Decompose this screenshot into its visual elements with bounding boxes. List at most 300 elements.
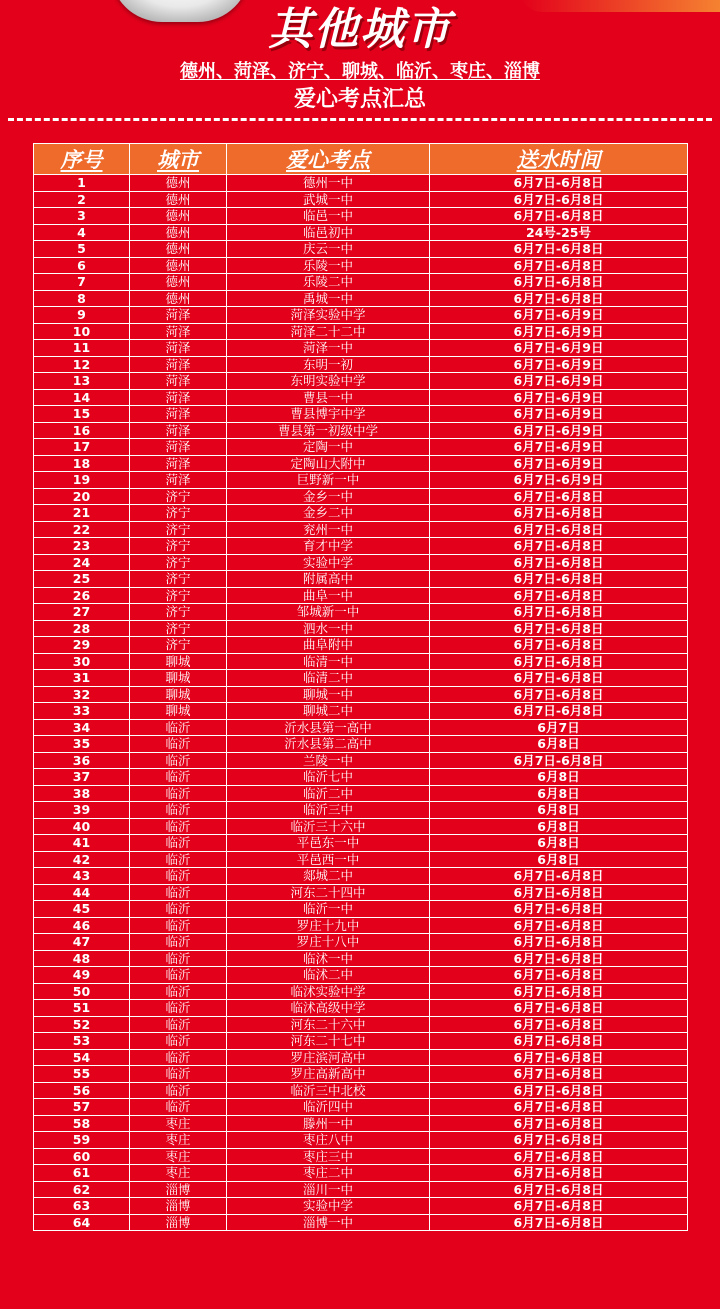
table-row — [34, 373, 688, 390]
table-row — [34, 290, 688, 307]
cell-index: 33 — [34, 703, 130, 720]
table-row — [34, 1066, 688, 1083]
cell-exam-site: 金乡一中 — [227, 488, 430, 505]
cell-water-time: 6月7日-6月8日 — [430, 208, 688, 225]
cell-index: 12 — [34, 356, 130, 373]
cell-city: 淄博 — [130, 1181, 227, 1198]
cell-exam-site: 菏泽一中 — [227, 340, 430, 357]
cell-index: 36 — [34, 752, 130, 769]
cell-exam-site: 枣庄二中 — [227, 1165, 430, 1182]
cell-water-time: 6月7日-6月8日 — [430, 505, 688, 522]
table-row — [34, 719, 688, 736]
cell-city: 枣庄 — [130, 1165, 227, 1182]
table-row — [34, 884, 688, 901]
cell-water-time: 6月7日-6月8日 — [430, 752, 688, 769]
cell-city: 菏泽 — [130, 439, 227, 456]
table-header-row — [34, 144, 688, 175]
cell-water-time: 6月7日-6月8日 — [430, 1115, 688, 1132]
table-row — [34, 1099, 688, 1116]
cell-exam-site: 兰陵一中 — [227, 752, 430, 769]
cell-water-time: 6月7日-6月8日 — [430, 290, 688, 307]
cell-exam-site: 沂水县第一高中 — [227, 719, 430, 736]
cell-index: 24 — [34, 554, 130, 571]
cell-city: 菏泽 — [130, 373, 227, 390]
cell-exam-site: 东明实验中学 — [227, 373, 430, 390]
cell-water-time: 6月7日-6月8日 — [430, 175, 688, 192]
table-row — [34, 653, 688, 670]
table-row — [34, 257, 688, 274]
table-row — [34, 587, 688, 604]
cell-water-time: 6月7日-6月8日 — [430, 488, 688, 505]
cell-index: 49 — [34, 967, 130, 984]
cell-city: 菏泽 — [130, 406, 227, 423]
table-row — [34, 917, 688, 934]
cell-water-time: 6月7日-6月9日 — [430, 422, 688, 439]
table-row — [34, 1016, 688, 1033]
table-row — [34, 752, 688, 769]
cell-city: 聊城 — [130, 670, 227, 687]
cell-city: 临沂 — [130, 1049, 227, 1066]
cell-exam-site: 附属高中 — [227, 571, 430, 588]
column-header-exam-site: 爱心考点 — [227, 144, 430, 175]
table-row — [34, 818, 688, 835]
cell-city: 临沂 — [130, 1099, 227, 1116]
cell-index: 4 — [34, 224, 130, 241]
table-row — [34, 802, 688, 819]
cell-index: 1 — [34, 175, 130, 192]
cell-city: 济宁 — [130, 538, 227, 555]
cell-index: 30 — [34, 653, 130, 670]
cell-water-time: 6月7日-6月9日 — [430, 439, 688, 456]
cell-exam-site: 德州一中 — [227, 175, 430, 192]
cell-city: 临沂 — [130, 950, 227, 967]
cell-water-time: 6月7日-6月8日 — [430, 703, 688, 720]
cell-exam-site: 临沭一中 — [227, 950, 430, 967]
cell-exam-site: 临沭二中 — [227, 967, 430, 984]
cell-water-time: 6月7日-6月8日 — [430, 587, 688, 604]
table-row — [34, 323, 688, 340]
cell-city: 菏泽 — [130, 356, 227, 373]
cell-index: 3 — [34, 208, 130, 225]
cell-city: 临沂 — [130, 835, 227, 852]
cell-city: 临沂 — [130, 818, 227, 835]
cell-index: 58 — [34, 1115, 130, 1132]
cell-city: 聊城 — [130, 653, 227, 670]
table-row — [34, 521, 688, 538]
cell-city: 济宁 — [130, 571, 227, 588]
cell-water-time: 6月7日-6月9日 — [430, 373, 688, 390]
table-row — [34, 769, 688, 786]
cell-city: 德州 — [130, 241, 227, 258]
table-row — [34, 983, 688, 1000]
cell-exam-site: 罗庄十九中 — [227, 917, 430, 934]
cell-exam-site: 禹城一中 — [227, 290, 430, 307]
table-row — [34, 785, 688, 802]
table-row — [34, 224, 688, 241]
cell-city: 临沂 — [130, 868, 227, 885]
cell-exam-site: 庆云一中 — [227, 241, 430, 258]
cell-city: 临沂 — [130, 1016, 227, 1033]
cell-water-time: 6月7日-6月9日 — [430, 455, 688, 472]
cell-water-time: 6月7日-6月8日 — [430, 901, 688, 918]
table-row — [34, 1214, 688, 1231]
cell-city: 菏泽 — [130, 323, 227, 340]
table-row — [34, 934, 688, 951]
cell-city: 聊城 — [130, 703, 227, 720]
table-row — [34, 1165, 688, 1182]
table-row — [34, 208, 688, 225]
cell-index: 8 — [34, 290, 130, 307]
table-row — [34, 422, 688, 439]
cell-water-time: 6月7日-6月8日 — [430, 1066, 688, 1083]
cell-city: 济宁 — [130, 488, 227, 505]
exam-sites-table — [33, 143, 688, 1231]
cell-water-time: 6月7日-6月9日 — [430, 340, 688, 357]
cell-water-time: 6月7日-6月8日 — [430, 1132, 688, 1149]
cell-water-time: 6月7日-6月8日 — [430, 653, 688, 670]
cell-city: 临沂 — [130, 719, 227, 736]
cell-exam-site: 实验中学 — [227, 1198, 430, 1215]
cell-index: 25 — [34, 571, 130, 588]
dashed-divider — [8, 118, 712, 121]
cell-index: 40 — [34, 818, 130, 835]
cell-water-time: 6月7日-6月8日 — [430, 1214, 688, 1231]
cell-index: 35 — [34, 736, 130, 753]
cell-water-time: 6月7日-6月9日 — [430, 389, 688, 406]
table-row — [34, 175, 688, 192]
cell-city: 临沂 — [130, 752, 227, 769]
cell-index: 43 — [34, 868, 130, 885]
table-row — [34, 340, 688, 357]
cell-city: 临沂 — [130, 1000, 227, 1017]
cell-city: 德州 — [130, 290, 227, 307]
cell-index: 13 — [34, 373, 130, 390]
table-row — [34, 356, 688, 373]
cell-exam-site: 菏泽二十二中 — [227, 323, 430, 340]
cell-index: 16 — [34, 422, 130, 439]
table-row — [34, 670, 688, 687]
cell-water-time: 6月7日-6月8日 — [430, 1049, 688, 1066]
cell-exam-site: 曲阜一中 — [227, 587, 430, 604]
cell-city: 菏泽 — [130, 455, 227, 472]
cell-index: 14 — [34, 389, 130, 406]
cell-city: 济宁 — [130, 554, 227, 571]
table-row — [34, 1181, 688, 1198]
cell-exam-site: 实验中学 — [227, 554, 430, 571]
cell-exam-site: 邹城新一中 — [227, 604, 430, 621]
cell-exam-site: 乐陵一中 — [227, 257, 430, 274]
cell-city: 淄博 — [130, 1214, 227, 1231]
cell-water-time: 6月7日-6月8日 — [430, 884, 688, 901]
cell-index: 61 — [34, 1165, 130, 1182]
cell-water-time: 24号-25号 — [430, 224, 688, 241]
table-row — [34, 389, 688, 406]
table-row — [34, 901, 688, 918]
cell-water-time: 6月8日 — [430, 736, 688, 753]
cell-index: 34 — [34, 719, 130, 736]
cell-exam-site: 曹县第一初级中学 — [227, 422, 430, 439]
cell-index: 37 — [34, 769, 130, 786]
cell-city: 临沂 — [130, 1066, 227, 1083]
cell-index: 42 — [34, 851, 130, 868]
cell-exam-site: 临沭实验中学 — [227, 983, 430, 1000]
column-header-city: 城市 — [130, 144, 227, 175]
summary-subtitle: 爱心考点汇总 — [293, 87, 426, 112]
cell-city: 德州 — [130, 191, 227, 208]
table-row — [34, 488, 688, 505]
cell-city: 临沂 — [130, 769, 227, 786]
cell-exam-site: 滕州一中 — [227, 1115, 430, 1132]
cell-index: 26 — [34, 587, 130, 604]
cell-exam-site: 乐陵二中 — [227, 274, 430, 291]
cell-index: 45 — [34, 901, 130, 918]
cell-index: 31 — [34, 670, 130, 687]
cell-city: 枣庄 — [130, 1115, 227, 1132]
table-row — [34, 835, 688, 852]
cell-water-time: 6月7日-6月9日 — [430, 323, 688, 340]
table-row — [34, 406, 688, 423]
cell-water-time: 6月7日-6月8日 — [430, 620, 688, 637]
table-row — [34, 191, 688, 208]
cell-index: 32 — [34, 686, 130, 703]
cell-index: 55 — [34, 1066, 130, 1083]
cell-exam-site: 聊城二中 — [227, 703, 430, 720]
cell-exam-site: 临沂三十六中 — [227, 818, 430, 835]
cell-exam-site: 河东二十四中 — [227, 884, 430, 901]
cell-index: 21 — [34, 505, 130, 522]
table-row — [34, 604, 688, 621]
cell-index: 17 — [34, 439, 130, 456]
cell-city: 临沂 — [130, 1033, 227, 1050]
cell-index: 51 — [34, 1000, 130, 1017]
cell-index: 27 — [34, 604, 130, 621]
cell-index: 2 — [34, 191, 130, 208]
cell-exam-site: 临清二中 — [227, 670, 430, 687]
cell-index: 5 — [34, 241, 130, 258]
cell-index: 46 — [34, 917, 130, 934]
cell-exam-site: 巨野新一中 — [227, 472, 430, 489]
table-row — [34, 1198, 688, 1215]
table-row — [34, 505, 688, 522]
table-row — [34, 538, 688, 555]
table-row — [34, 571, 688, 588]
cell-water-time: 6月7日-6月9日 — [430, 356, 688, 373]
cell-index: 29 — [34, 637, 130, 654]
cell-exam-site: 淄川一中 — [227, 1181, 430, 1198]
cell-city: 临沂 — [130, 802, 227, 819]
cell-city: 临沂 — [130, 934, 227, 951]
cell-index: 62 — [34, 1181, 130, 1198]
cell-water-time: 6月7日-6月8日 — [430, 1181, 688, 1198]
table-row — [34, 1115, 688, 1132]
cell-exam-site: 罗庄高新高中 — [227, 1066, 430, 1083]
cell-water-time: 6月7日-6月8日 — [430, 571, 688, 588]
table-row — [34, 686, 688, 703]
cell-index: 56 — [34, 1082, 130, 1099]
cell-water-time: 6月7日-6月8日 — [430, 1165, 688, 1182]
table-row — [34, 241, 688, 258]
cell-index: 63 — [34, 1198, 130, 1215]
cell-water-time: 6月7日-6月8日 — [430, 1082, 688, 1099]
table-row — [34, 455, 688, 472]
cell-city: 菏泽 — [130, 422, 227, 439]
cell-city: 临沂 — [130, 983, 227, 1000]
table-row — [34, 703, 688, 720]
cell-city: 临沂 — [130, 1082, 227, 1099]
cell-exam-site: 武城一中 — [227, 191, 430, 208]
cell-exam-site: 平邑东一中 — [227, 835, 430, 852]
cell-water-time: 6月7日-6月8日 — [430, 983, 688, 1000]
table-row — [34, 439, 688, 456]
cell-city: 菏泽 — [130, 340, 227, 357]
cell-water-time: 6月8日 — [430, 835, 688, 852]
table-row — [34, 1000, 688, 1017]
cell-exam-site: 临沂二中 — [227, 785, 430, 802]
cell-water-time: 6月7日-6月8日 — [430, 257, 688, 274]
cell-index: 59 — [34, 1132, 130, 1149]
table-row — [34, 868, 688, 885]
cell-city: 临沂 — [130, 901, 227, 918]
cell-water-time: 6月7日-6月9日 — [430, 472, 688, 489]
cell-water-time: 6月7日-6月9日 — [430, 406, 688, 423]
cell-exam-site: 临沂四中 — [227, 1099, 430, 1116]
cell-water-time: 6月7日-6月8日 — [430, 934, 688, 951]
cell-city: 德州 — [130, 257, 227, 274]
cell-water-time: 6月8日 — [430, 769, 688, 786]
cell-exam-site: 枣庄八中 — [227, 1132, 430, 1149]
cell-index: 39 — [34, 802, 130, 819]
column-header-water-time: 送水时间 — [430, 144, 688, 175]
cell-exam-site: 平邑西一中 — [227, 851, 430, 868]
cell-water-time: 6月8日 — [430, 802, 688, 819]
cell-city: 临沂 — [130, 785, 227, 802]
cell-water-time: 6月7日-6月8日 — [430, 686, 688, 703]
cell-index: 41 — [34, 835, 130, 852]
cell-index: 19 — [34, 472, 130, 489]
cell-exam-site: 临沭高级中学 — [227, 1000, 430, 1017]
cell-water-time: 6月7日-6月8日 — [430, 1000, 688, 1017]
cell-index: 60 — [34, 1148, 130, 1165]
cell-city: 枣庄 — [130, 1148, 227, 1165]
cell-water-time: 6月8日 — [430, 818, 688, 835]
table-row — [34, 1033, 688, 1050]
cell-exam-site: 临清一中 — [227, 653, 430, 670]
cell-exam-site: 临沂一中 — [227, 901, 430, 918]
table-row — [34, 1132, 688, 1149]
cell-city: 临沂 — [130, 967, 227, 984]
cell-index: 64 — [34, 1214, 130, 1231]
cell-city: 德州 — [130, 208, 227, 225]
cell-city: 济宁 — [130, 587, 227, 604]
cell-water-time: 6月7日-6月8日 — [430, 191, 688, 208]
table-row — [34, 307, 688, 324]
cell-water-time: 6月7日-6月8日 — [430, 1016, 688, 1033]
cell-water-time: 6月7日-6月8日 — [430, 274, 688, 291]
cell-index: 15 — [34, 406, 130, 423]
cell-city: 菏泽 — [130, 307, 227, 324]
cell-exam-site: 临沂三中北校 — [227, 1082, 430, 1099]
cell-water-time: 6月7日-6月8日 — [430, 1099, 688, 1116]
cell-index: 11 — [34, 340, 130, 357]
cell-exam-site: 曹县一中 — [227, 389, 430, 406]
cell-water-time: 6月7日-6月8日 — [430, 637, 688, 654]
cell-exam-site: 定陶一中 — [227, 439, 430, 456]
cell-city: 德州 — [130, 175, 227, 192]
table-row — [34, 637, 688, 654]
cell-exam-site: 聊城一中 — [227, 686, 430, 703]
cell-water-time: 6月7日-6月9日 — [430, 307, 688, 324]
cell-water-time: 6月7日-6月8日 — [430, 521, 688, 538]
cell-exam-site: 罗庄滨河高中 — [227, 1049, 430, 1066]
cell-exam-site: 临邑一中 — [227, 208, 430, 225]
cell-index: 54 — [34, 1049, 130, 1066]
cell-index: 10 — [34, 323, 130, 340]
cell-water-time: 6月7日-6月8日 — [430, 1033, 688, 1050]
cell-index: 22 — [34, 521, 130, 538]
cell-index: 9 — [34, 307, 130, 324]
cell-water-time: 6月8日 — [430, 851, 688, 868]
cell-city: 临沂 — [130, 851, 227, 868]
cell-water-time: 6月8日 — [430, 785, 688, 802]
cell-water-time: 6月7日 — [430, 719, 688, 736]
cell-city: 临沂 — [130, 917, 227, 934]
cell-index: 28 — [34, 620, 130, 637]
cell-city: 枣庄 — [130, 1132, 227, 1149]
cell-exam-site: 定陶山大附中 — [227, 455, 430, 472]
table-row — [34, 950, 688, 967]
cell-exam-site: 沂水县第二高中 — [227, 736, 430, 753]
cell-water-time: 6月7日-6月8日 — [430, 967, 688, 984]
cell-exam-site: 菏泽实验中学 — [227, 307, 430, 324]
cell-city: 济宁 — [130, 620, 227, 637]
table-row — [34, 1049, 688, 1066]
cell-exam-site: 金乡二中 — [227, 505, 430, 522]
cell-water-time: 6月7日-6月8日 — [430, 604, 688, 621]
cell-water-time: 6月7日-6月8日 — [430, 868, 688, 885]
cell-water-time: 6月7日-6月8日 — [430, 554, 688, 571]
cell-city: 济宁 — [130, 521, 227, 538]
cell-exam-site: 河东二十七中 — [227, 1033, 430, 1050]
cell-index: 52 — [34, 1016, 130, 1033]
cell-exam-site: 兖州一中 — [227, 521, 430, 538]
cell-water-time: 6月7日-6月8日 — [430, 241, 688, 258]
table-row — [34, 554, 688, 571]
cell-water-time: 6月7日-6月8日 — [430, 1198, 688, 1215]
cell-city: 临沂 — [130, 884, 227, 901]
cell-exam-site: 泗水一中 — [227, 620, 430, 637]
table-row — [34, 472, 688, 489]
cell-city: 临沂 — [130, 736, 227, 753]
cell-index: 53 — [34, 1033, 130, 1050]
cell-city: 淄博 — [130, 1198, 227, 1215]
cell-index: 47 — [34, 934, 130, 951]
cell-exam-site: 淄博一中 — [227, 1214, 430, 1231]
cell-index: 20 — [34, 488, 130, 505]
cell-exam-site: 东明一初 — [227, 356, 430, 373]
cell-exam-site: 临沂三中 — [227, 802, 430, 819]
table-row — [34, 736, 688, 753]
table-row — [34, 1148, 688, 1165]
cell-exam-site: 罗庄十八中 — [227, 934, 430, 951]
cell-exam-site: 育才中学 — [227, 538, 430, 555]
cell-city: 德州 — [130, 274, 227, 291]
cell-city: 济宁 — [130, 637, 227, 654]
cell-city: 菏泽 — [130, 472, 227, 489]
cell-water-time: 6月7日-6月8日 — [430, 538, 688, 555]
cell-city: 济宁 — [130, 604, 227, 621]
table-row — [34, 620, 688, 637]
cell-exam-site: 郯城二中 — [227, 868, 430, 885]
